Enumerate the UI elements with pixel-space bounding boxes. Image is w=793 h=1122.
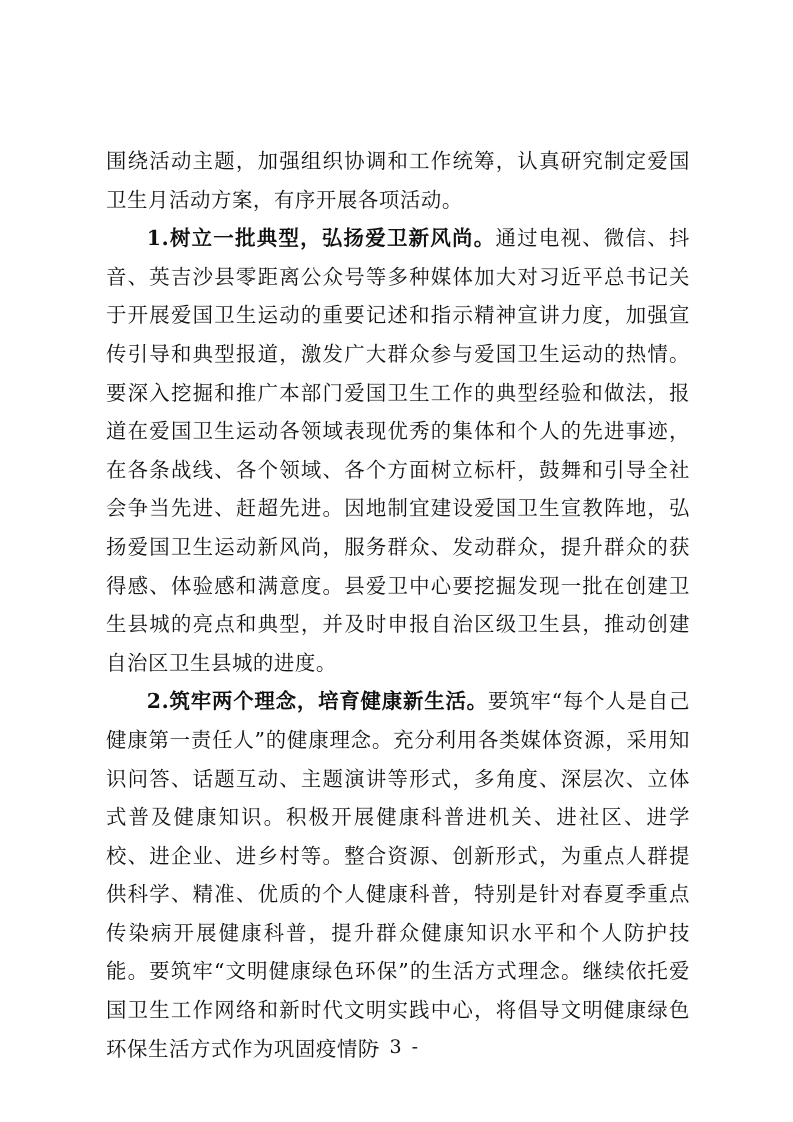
document-body bbox=[106, 142, 690, 1068]
paragraph-text: 围绕活动主题，加强组织协调和工作统筹，认真研究制定爱国卫生月活动方案，有序开展各项活动。 bbox=[106, 149, 690, 212]
paragraph-section-2 bbox=[106, 682, 690, 1068]
section-2-heading: 2.筑牢两个理念，培育健康新生活。 bbox=[146, 689, 488, 714]
section-1-heading: 1.树立一批典型，弘扬爱卫新风尚。 bbox=[146, 226, 496, 251]
paragraph-intro bbox=[106, 142, 690, 219]
section-2-text: 要筑牢“每个人是自己健康第一责任人”的健康理念。充分利用各类媒体资源，采用知识问答、话题互动、主题演讲等形式，多角度、深层次、立体式普及健康知识。积极开展健康科普进机关、进社区、进学校、进企业、进乡村等。整合资源、创新形式，为重点人群提供科学、精准、优质的个人健康科普，特别是针对春夏季重点传染病开展健康科普，提升群众健康知识水平和个人防护技能。要筑牢“文明健康绿色环保”的生活方式理念。继续依托爱国卫生工作网络和新时代文明实践中心，将倡导文明健康绿色环保生活方式作为巩固疫情防 bbox=[106, 689, 690, 1061]
paragraph-section-1 bbox=[106, 219, 690, 682]
page-number: - 3 - bbox=[372, 1036, 420, 1058]
section-1-text: 通过电视、微信、抖音、英吉沙县零距离公众号等多种媒体加大对习近平总书记关于开展爱国卫生运动的重要记述和指示精神宣讲力度，加强宣传引导和典型报道，激发广大群众参与爱国卫生运动的热情。要深入挖掘和推广本部门爱国卫生工作的典型经验和做法，报道在爱国卫生运动各领域表现优秀的集体和个人的先进事迹，在各条战线、各个领域、各个方面树立标杆，鼓舞和引导全社会争当先进、赶超先进。因地制宜建设爱国卫生宣教阵地，弘扬爱国卫生运动新风尚，服务群众、发动群众，提升群众的获得感、体验感和满意度。县爱卫中心要挖掘发现一批在创建卫生县城的亮点和典型，并及时申报自治区级卫生县，推动创建自治区卫生县城的进度。 bbox=[106, 226, 690, 675]
